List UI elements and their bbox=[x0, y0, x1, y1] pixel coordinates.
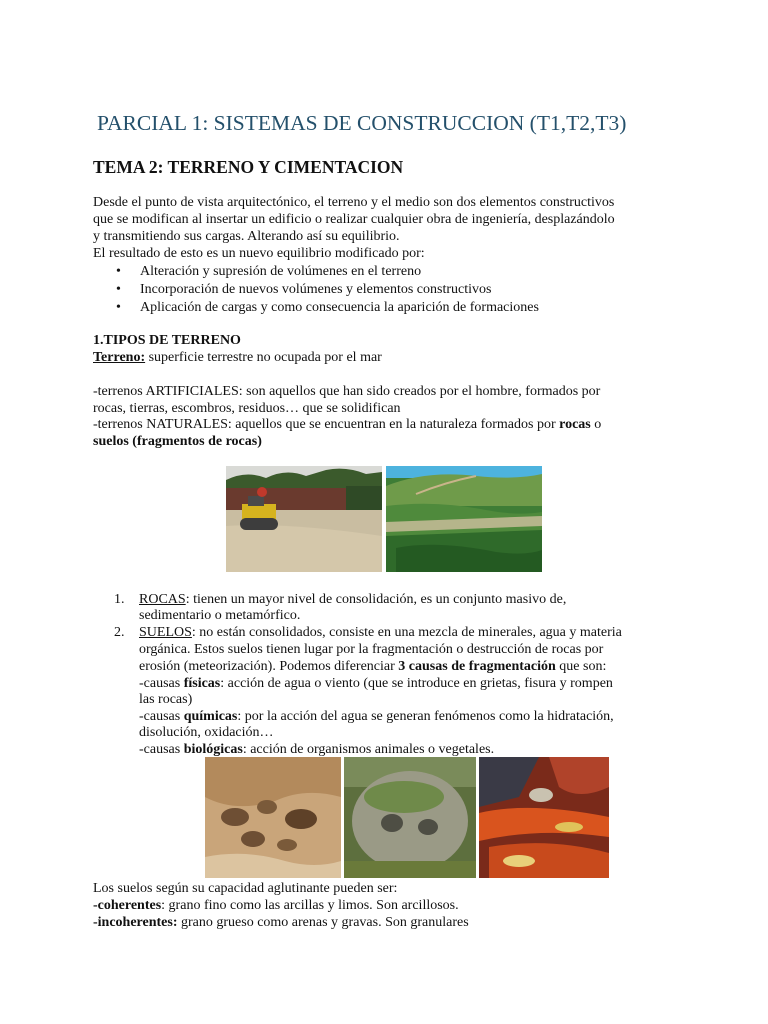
artificial-terrain-photo bbox=[226, 466, 382, 572]
bullet-dot: • bbox=[116, 264, 121, 279]
causas-fisicas-line-2: las rocas) bbox=[139, 692, 193, 707]
biological-erosion-photo bbox=[479, 757, 609, 878]
causas-quimicas: -causas químicas: por la acción del agua se generan fenómenos como la hidratación, bbox=[139, 709, 614, 724]
terreno-definition: Terreno: superficie terrestre no ocupada por el mar bbox=[93, 350, 382, 365]
list-item-suelos: 2. SUELOS: no están consolidados, consiste en una mezcla de minerales, agua y materia bbox=[114, 625, 622, 640]
naturales-line-1: -terrenos NATURALES: aquellos que se encuentran en la naturaleza formados por rocas o bbox=[93, 417, 602, 432]
coherentes-line: -coherentes: grano fino como las arcillas y limos. Son arcillosos. bbox=[93, 898, 459, 913]
intro-line-4: El resultado de esto es un nuevo equilibrio modificado por: bbox=[93, 246, 425, 261]
naturales-line-2: suelos (fragmentos de rocas) bbox=[93, 434, 262, 449]
causas-fisicas: -causas físicas: acción de agua o viento (que se introduce en grietas, fisura y rompen bbox=[139, 676, 613, 691]
bullet-text: Alteración y supresión de volúmenes en el terreno bbox=[140, 264, 422, 279]
causas-quimicas-line-2: disolución, oxidación… bbox=[139, 725, 274, 740]
suelos-line-3: erosión (meteorización). Podemos diferenciar 3 causas de fragmentación que son: bbox=[139, 659, 607, 674]
page-title: PARCIAL 1: SISTEMAS DE CONSTRUCCION (T1,T2,T3) bbox=[97, 111, 627, 135]
physical-erosion-photo bbox=[205, 757, 341, 878]
topic-heading: TEMA 2: TERRENO Y CIMENTACION bbox=[93, 157, 404, 177]
bullet-dot: • bbox=[116, 300, 121, 315]
intro-line-3: y transmitiendo sus cargas. Alterando así su equilibrio. bbox=[93, 229, 400, 244]
bullet-item bbox=[116, 299, 539, 316]
list-item-rocas: 1. ROCAS: tienen un mayor nivel de consolidación, es un conjunto masivo de, bbox=[114, 592, 567, 607]
bullet-text: Incorporación de nuevos volúmenes y elementos constructivos bbox=[140, 282, 492, 297]
section-heading: 1.TIPOS DE TERRENO bbox=[93, 333, 241, 348]
incoherentes-line: -incoherentes: grano grueso como arenas y gravas. Son granulares bbox=[93, 915, 469, 930]
bullet-item bbox=[116, 263, 422, 280]
artificiales-line-2: rocas, tierras, escombros, residuos… que se solidifican bbox=[93, 401, 401, 416]
natural-terrain-photo bbox=[386, 466, 542, 572]
bullet-dot: • bbox=[116, 282, 121, 297]
causas-biologicas: -causas biológicas: acción de organismos animales o vegetales. bbox=[139, 742, 495, 757]
artificiales-line-1: -terrenos ARTIFICIALES: son aquellos que han sido creados por el hombre, formados por bbox=[93, 384, 601, 399]
suelos-line-2: orgánica. Estos suelos tienen lugar por la fragmentación o destrucción de rocas por bbox=[139, 642, 604, 657]
closing-line-1: Los suelos según su capacidad aglutinante pueden ser: bbox=[93, 881, 398, 896]
rocas-line-2: sedimentario o metamórfico. bbox=[139, 608, 301, 623]
bullet-text: Aplicación de cargas y como consecuencia la aparición de formaciones bbox=[140, 300, 539, 315]
intro-line-1: Desde el punto de vista arquitectónico, el terreno y el medio son dos elementos constructivos bbox=[93, 195, 615, 210]
intro-line-2: que se modifican al insertar un edificio o realizar cualquier obra de ingeniería, desplazándolo bbox=[93, 212, 615, 227]
bullet-item bbox=[116, 281, 492, 298]
chemical-erosion-photo bbox=[344, 757, 476, 878]
